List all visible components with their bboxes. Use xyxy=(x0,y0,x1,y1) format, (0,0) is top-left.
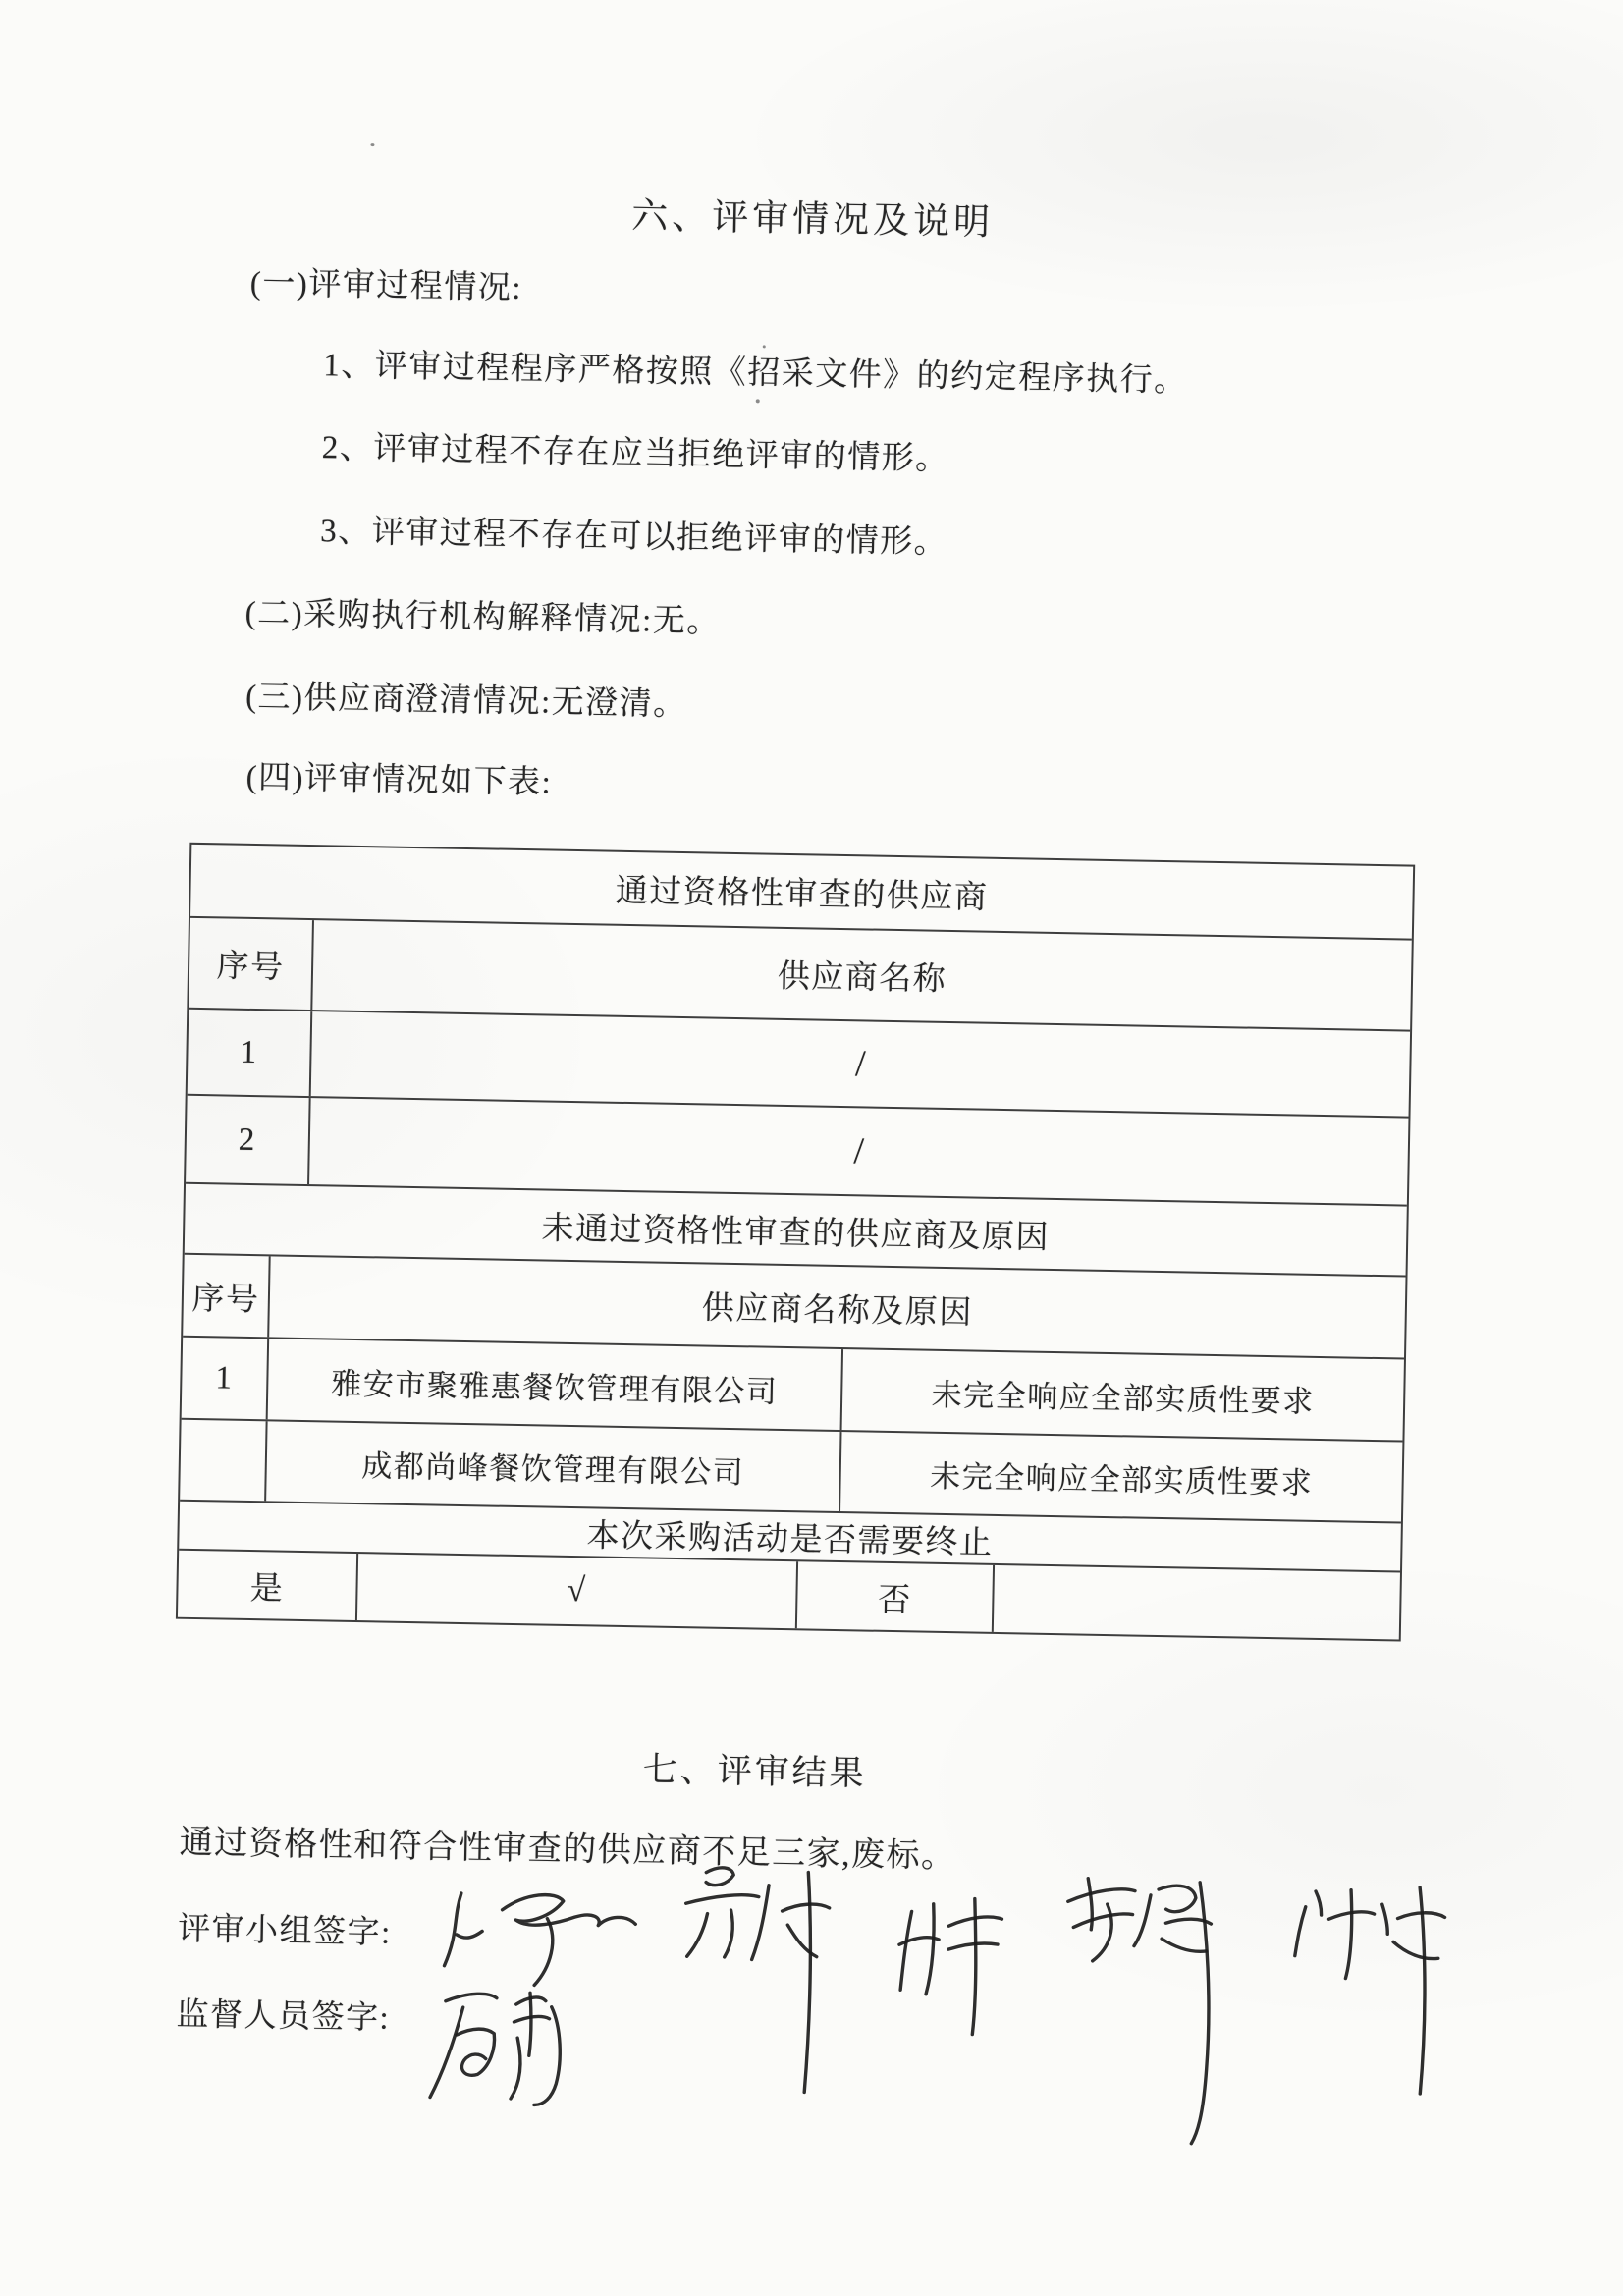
handwritten-signature-evaluator-4 xyxy=(1046,1860,1242,2159)
scan-speck xyxy=(756,399,760,403)
qualified-col-name: 供应商名称 xyxy=(310,920,1411,1030)
paragraph-item-1: 1、评审过程程序严格按照《招采文件》的约定程序执行。 xyxy=(323,348,1189,400)
result-conclusion: 通过资格性和符合性审查的供应商不足三家,废标。 xyxy=(179,1824,956,1876)
qualified-suppliers-title: 通过资格性审查的供应商 xyxy=(615,873,989,916)
paragraph-table-intro: (四)评审情况如下表: xyxy=(245,759,553,801)
unqualified-row2-name: 成都尚峰餐饮管理有限公司 xyxy=(264,1421,839,1511)
paragraph-item-2: 2、评审过程不存在应当拒绝评审的情形。 xyxy=(321,430,950,477)
section-6-heading: 六、评审情况及说明 xyxy=(630,195,995,244)
unqualified-row2-no xyxy=(180,1420,265,1502)
unqualified-row1-no: 1 xyxy=(215,1359,234,1396)
section-7-heading: 七、评审结果 xyxy=(642,1750,868,1793)
handwritten-signature-supervisor xyxy=(416,1977,580,2112)
handwritten-signature-evaluator-3 xyxy=(886,1884,1021,2052)
unqualified-row1-reason: 未完全响应全部实质性要求 xyxy=(840,1349,1404,1440)
unqualified-col-name: 供应商名称及原因 xyxy=(267,1256,1405,1357)
unqualified-row2-reason: 未完全响应全部实质性要求 xyxy=(839,1432,1402,1521)
unqualified-row1-name: 雅安市聚雅惠餐饮管理有限公司 xyxy=(266,1339,841,1430)
termination-yes-label: 是 xyxy=(249,1570,285,1608)
paragraph-agency-explanation: (二)采购执行机构解释情况:无。 xyxy=(244,595,722,640)
termination-no-label: 否 xyxy=(795,1561,993,1632)
qualified-row2-no: 2 xyxy=(238,1121,257,1158)
unqualified-suppliers-title: 未通过资格性审查的供应商及原因 xyxy=(541,1210,1051,1256)
scan-speck xyxy=(370,143,374,146)
paragraph-item-3: 3、评审过程不存在可以拒绝评审的情形。 xyxy=(319,514,948,561)
paragraph-review-process-label: (一)评审过程情况: xyxy=(249,265,523,306)
termination-title: 本次采购活动是否需要终止 xyxy=(586,1517,994,1561)
termination-yes-mark: √ xyxy=(355,1554,796,1628)
review-table xyxy=(176,843,1415,1642)
qualified-row1-name: / xyxy=(309,1011,1410,1117)
evaluation-team-signature-label: 评审小组签字: xyxy=(177,1911,393,1951)
termination-no-mark xyxy=(992,1565,1400,1640)
supervisor-signature-label: 监督人员签字: xyxy=(176,1996,391,2037)
scan-speck xyxy=(763,345,766,348)
handwritten-signature-evaluator-2 xyxy=(669,1852,845,2105)
handwritten-signature-evaluator-5 xyxy=(1282,1865,1469,2123)
qualified-row2-name: / xyxy=(307,1098,1408,1205)
qualified-row1-no: 1 xyxy=(240,1034,258,1070)
unqualified-col-no: 序号 xyxy=(191,1281,260,1318)
paragraph-supplier-clarification: (三)供应商澄清情况:无澄清。 xyxy=(244,679,688,724)
qualified-col-no: 序号 xyxy=(216,949,285,986)
